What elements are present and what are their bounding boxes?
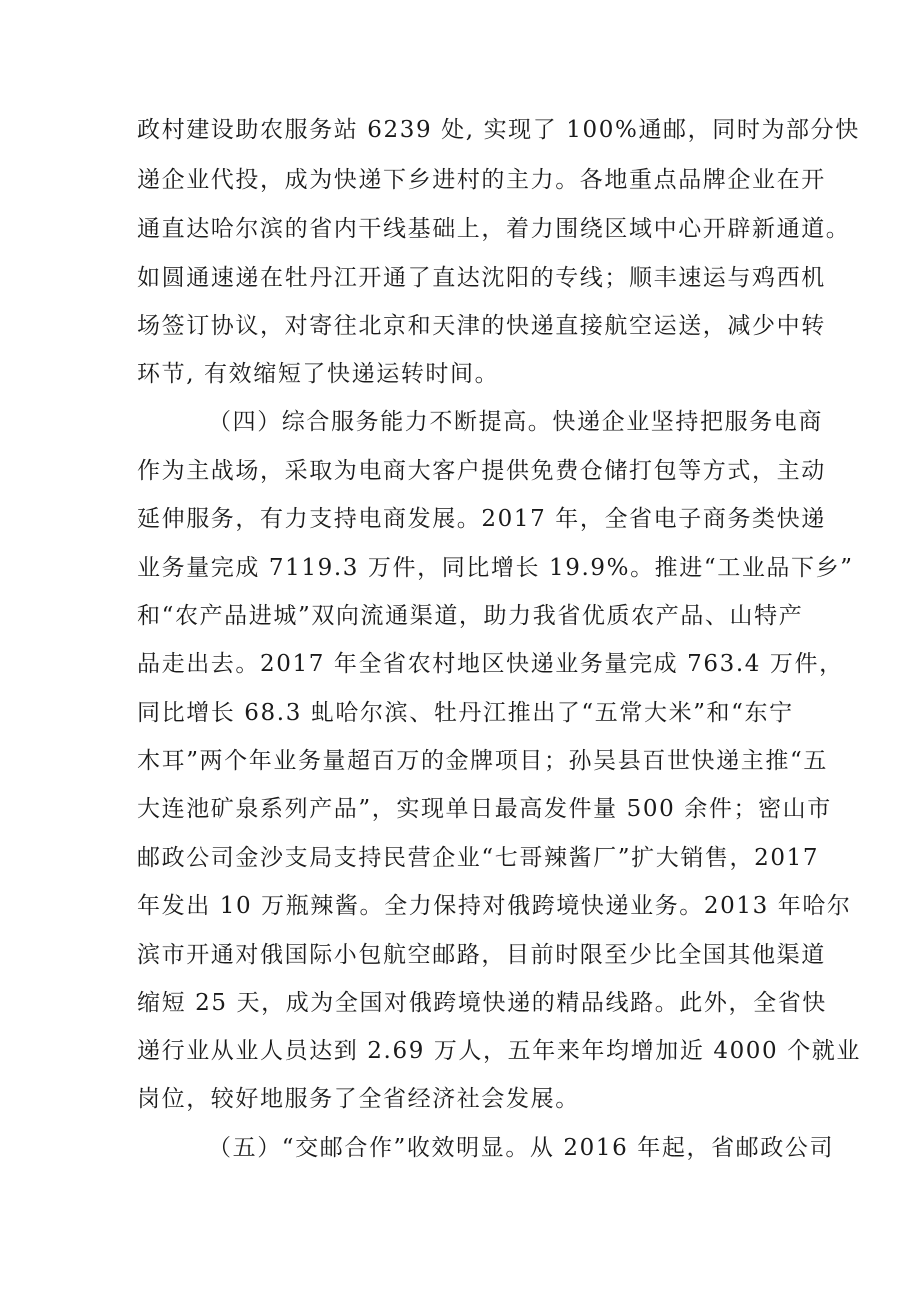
paragraph-line: 木耳”两个年业务量超百万的金牌项目；孙吴县百世快递主推“五	[137, 748, 828, 774]
paragraph-line: 递行业从业人员达到 2.69 万人，五年来年均增加近 4000 个就业	[137, 1038, 861, 1064]
paragraph-line: 通直达哈尔滨的省内干线基础上，着力围绕区域中心开辟新通道。	[137, 216, 851, 242]
paragraph-line: 品走出去。2017 年全省农村地区快递业务量完成 763.4 万件，	[137, 651, 844, 677]
paragraph-line: 作为主战场，采取为电商大客户提供免费仓储打包等方式，主动	[137, 458, 826, 484]
paragraph-line: 大连池矿泉系列产品”，实现单日最高发件量 500 余件；密山市	[137, 796, 832, 822]
paragraph-line: 缩短 25 天，成为全国对俄跨境快递的精品线路。此外，全省快	[137, 990, 827, 1016]
paragraph-line: 岗位，较好地服务了全省经济社会发展。	[137, 1086, 580, 1112]
paragraph-line: 年发出 10 万瓶辣酱。全力保持对俄跨境快递业务。2013 年哈尔	[137, 893, 852, 919]
section-heading-line: （五）“交邮合作”收效明显。从 2016 年起，省邮政公司	[208, 1135, 835, 1161]
paragraph-line: 滨市开通对俄国际小包航空邮路，目前时限至少比全国其他渠道	[137, 942, 826, 968]
paragraph-line: 如圆通速递在牡丹江开通了直达沈阳的专线；顺丰速运与鸡西机	[137, 265, 826, 291]
paragraph-line: 场签订协议，对寄往北京和天津的快递直接航空运送，减少中转	[137, 313, 826, 339]
paragraph-line: 政村建设助农服务站 6239 处, 实现了 100%通邮，同时为部分快	[137, 117, 860, 143]
paragraph-line: 邮政公司金沙支局支持民营企业“七哥辣酱厂”扩大销售，2017	[137, 845, 820, 871]
paragraph-line: 环节, 有效缩短了快递运转时间。	[137, 361, 500, 387]
paragraph-line: 同比增长 68.3 虬哈尔滨、牡丹江推出了“五常大米”和“东宁	[137, 700, 794, 726]
paragraph-line: 业务量完成 7119.3 万件，同比增长 19.9%。推进“工业品下乡”	[137, 555, 854, 581]
paragraph-line: 延伸服务，有力支持电商发展。2017 年，全省电子商务类快递	[137, 506, 826, 532]
section-heading-line: （四）综合服务能力不断提高。快递企业坚持把服务电商	[208, 409, 823, 435]
paragraph-line: 递企业代投，成为快递下乡进村的主力。各地重点品牌企业在开	[137, 167, 826, 193]
paragraph-line: 和“农产品进城”双向流通渠道，助力我省优质农产品、山特产	[137, 603, 804, 629]
